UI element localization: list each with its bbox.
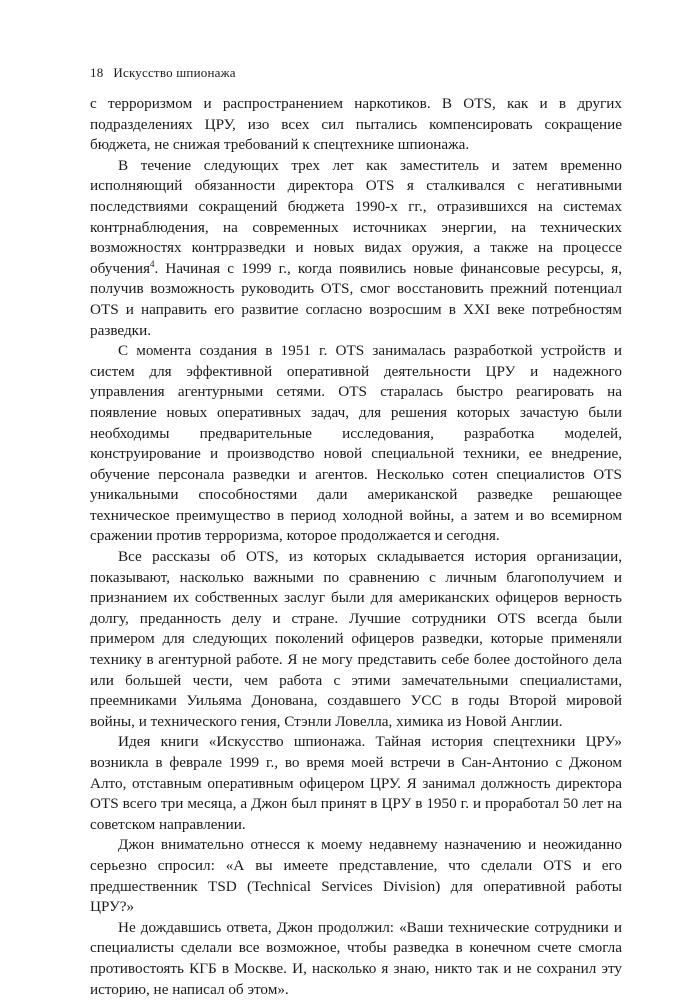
- paragraph: Все рассказы об OTS, из которых складывается история организации, показывают, насколько важными по сравнению с личным благополучием и признанием их собственных заслуг были для американских офицеров верность долгу, преданность делу и стране. Лучшие сотрудники OTS всегда были примером для следующих поколений офицеров разведки, которые применяли технику в агентурной работе. Я не могу представить себе более достойного дела или большей чести, чем работа с этими замечательными специалистами, преемниками Уильяма Донована, создавшего УСС в годы Второй мировой войны, и технического гения, Стэнли Ловелла, химика из Новой Англии.: [90, 548, 622, 730]
- paragraph: Не дождавшись ответа, Джон продолжил: «Ваши технические сотрудники и специалисты сделали все возможное, чтобы разведка в конечном счете смогла противостоять КГБ в Москве. И, насколько я знаю, никто так и не сохранил эту историю, не написал об этом».: [90, 918, 622, 998]
- book-title: Искусство шпионажа: [113, 65, 236, 80]
- running-head: [90, 64, 622, 82]
- paragraph: Джон внимательно отнесся к моему недавнему назначению и неожиданно серьезно спросил: «А вы имеете представление, что сделали OTS и его предшественник TSD (Technical Services Division) для оперативной работы ЦРУ?»: [90, 836, 622, 916]
- footnote-marker: 4: [149, 258, 155, 269]
- paragraph-text: . Начиная с 1999 г., когда появились новые финансовые ресурсы, я, получив возможность руководить OTS, смог восстановить прежний потенциал OTS и направить его развитие согласно возросшим в XXI веке потребностям разведки.: [90, 259, 622, 339]
- paragraph: С момента создания в 1951 г. OTS занималась разработкой устройств и систем для эффективной оперативной деятельности ЦРУ и надежного управления агентурными сетями. OTS старалась быстро реагировать на появление новых оперативных задач, для решения которых зачастую были необходимы предварительные исследования, разработка моделей, конструирование и производство новой специальной техники, ее внедрение, обучение персонала разведки и агентов. Несколько сотен специалистов OTS уникальными способностями дали американской разведке решающее техническое преимущество в период холодной войны, а затем и во всемирном сражении против терроризма, которое продолжается и сегодня.: [90, 342, 622, 545]
- paragraph-text: В течение следующих трех лет как заместитель и затем временно исполняющий обязанности директора OTS я сталкивался с негативными последствиями сокращений бюджета 1990-х гг., отразившихся на системах контрнаблюдения, на современных источниках энергии, на технических возможностях контрразведки и новых видах оружия, а также на процессе обучения: [90, 156, 622, 277]
- paragraph: Идея книги «Искусство шпионажа. Тайная история спецтехники ЦРУ» возникла в феврале 1999 г., во время моей встречи в Сан-Антонио с Джоном Алто, отставным оперативным офицером ЦРУ. Я занимал должность директора OTS всего три месяца, а Джон был принят в ЦРУ в 1950 г. и проработал 50 лет на советском направлении.: [90, 733, 622, 833]
- paragraph-continuation: с терроризмом и распространением наркотиков. В OTS, как и в других подразделениях ЦРУ, изо всех сил пытались компенсировать сокращение бюджета, не снижая требований к спецтехнике шпионажа.: [90, 95, 622, 154]
- book-page: [90, 64, 622, 1000]
- paragraph: [90, 156, 622, 341]
- body-text: [90, 94, 622, 1000]
- page-number: 18: [90, 65, 104, 80]
